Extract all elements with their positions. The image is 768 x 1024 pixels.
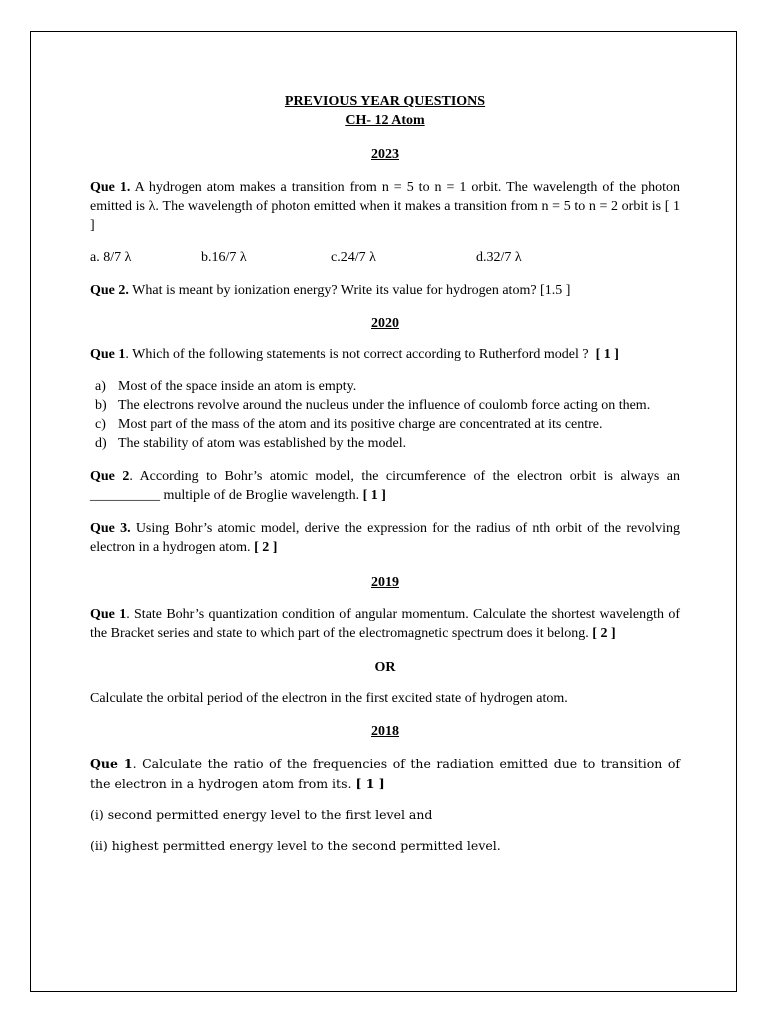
option-marker: c) (95, 417, 106, 432)
question-2018-1 (90, 754, 680, 794)
question-text: . State Bohr’s quantization condition of angular momentum. Calculate the shortest wavelength of the Bracket series and state to which part of the electromagnetic spectrum does it belong. (90, 607, 680, 641)
option-d: d.32/7 λ (476, 250, 522, 265)
year-heading-2018: 2018 (371, 724, 399, 739)
option-marker: b) (95, 398, 107, 413)
list-item (95, 415, 685, 434)
question-text: Using Bohr’s atomic model, derive the expression for the radius of nth orbit of the revolving electron in a hydrogen atom. (90, 521, 680, 555)
question-text: A hydrogen atom makes a transition from n = 5 to n = 1 orbit. The wavelength of the photon emitted is λ. The wavelength of photon emitted when it makes a transition from n = 5 to n = 2 orbit is [ 1 ] (90, 180, 681, 233)
question-text: . Which of the following statements is not correct according to Rutherford model ? (125, 347, 589, 362)
question-2018-part-2: (ii) highest permitted energy level to the second permitted level. (90, 838, 501, 853)
question-label: Que 1. (90, 180, 131, 195)
option-text: The stability of atom was established by the model. (118, 436, 407, 451)
question-text: . According to Bohr’s atomic model, the circumference of the electron orbit is always an __________ multiple of de Broglie wavelength. (90, 469, 681, 503)
option-b: b.16/7 λ (201, 250, 247, 265)
question-label: Que 1 (90, 756, 133, 771)
or-separator: OR (374, 660, 396, 675)
list-item (95, 434, 685, 453)
option-marker: d) (95, 436, 107, 451)
question-label: Que 1 (90, 607, 127, 622)
question-2018-part-1: (i) second permitted energy level to the first level and (90, 807, 433, 822)
chapter-title: CH- 12 Atom (345, 113, 425, 128)
list-item (95, 377, 685, 396)
question-2023-2 (90, 281, 680, 300)
document-title: PREVIOUS YEAR QUESTIONS (284, 94, 486, 109)
option-a: a. 8/7 λ (90, 250, 132, 265)
marks: [ 1 ] (362, 488, 386, 503)
question-text: . Calculate the ratio of the frequencies of the radiation emitted due to transition of the electron in a hydrogen atom from its. (90, 756, 680, 791)
marks: [ 1 ] (355, 776, 385, 791)
option-marker: a) (95, 379, 106, 394)
question-label: Que 1 (90, 347, 126, 362)
question-text: What is meant by ionization energy? Write its value for hydrogen atom? [1.5 ] (132, 283, 571, 298)
option-text: The electrons revolve around the nucleus under the influence of coulomb force acting on them. (118, 398, 651, 413)
question-label: Que 2 (90, 469, 130, 484)
option-text: Most part of the mass of the atom and its positive charge are concentrated at its centre. (118, 417, 603, 432)
year-heading-2019: 2019 (371, 575, 399, 590)
question-2019-1 (90, 605, 680, 643)
question-label: Que 3. (90, 521, 131, 536)
marks: [ 2 ] (592, 626, 616, 641)
question-2020-1 (90, 345, 680, 364)
question-2023-1 (90, 178, 680, 235)
option-c: c.24/7 λ (331, 250, 376, 265)
question-2019-alt: Calculate the orbital period of the electron in the first excited state of hydrogen atom. (90, 691, 568, 706)
question-2020-2 (90, 467, 680, 505)
question-2020-3 (90, 519, 680, 557)
year-heading-2020: 2020 (371, 316, 399, 331)
marks: [ 2 ] (254, 540, 278, 555)
option-text: Most of the space inside an atom is empty. (118, 379, 357, 394)
year-heading-2023: 2023 (371, 147, 399, 162)
question-label: Que 2. (90, 283, 129, 298)
list-item (95, 396, 685, 415)
marks: [ 1 ] (595, 347, 619, 362)
